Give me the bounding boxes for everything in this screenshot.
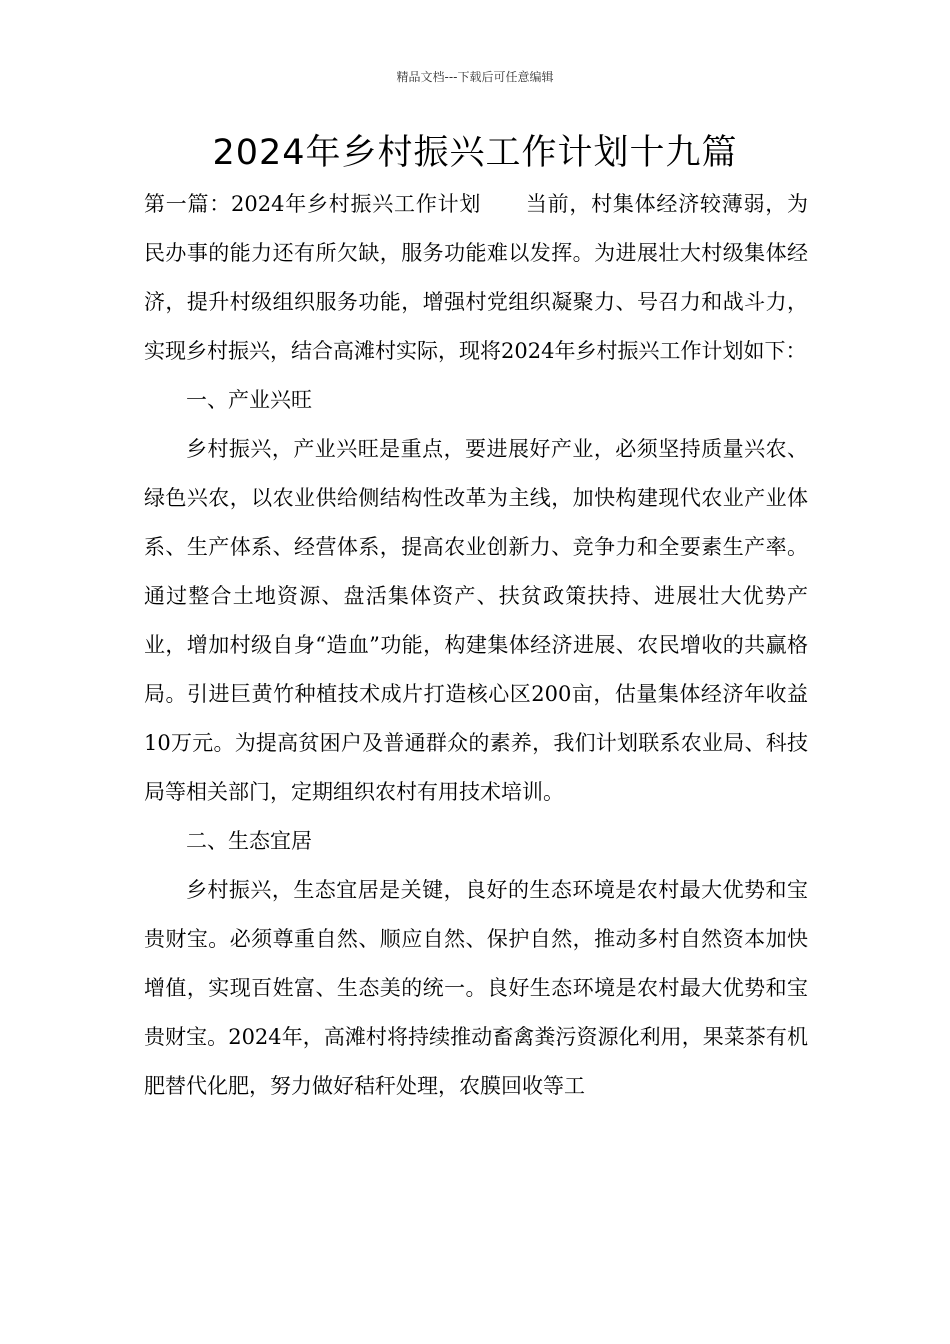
header-note: 精品文档---下载后可任意编辑 bbox=[396, 70, 554, 84]
intro-text: 当前，村集体经济较薄弱，为民办事的能力还有所欠缺，服务功能难以发挥。为进展壮大村级集体经济，提升村级组织服务功能，增强村党组织凝聚力、号召力和战斗力，实现乡村振兴，结合高滩村实际，现将2024年乡村振兴工作计划如下： bbox=[144, 192, 809, 363]
section-paragraph-1: 乡村振兴，产业兴旺是重点，要进展好产业，必须坚持质量兴农、绿色兴农，以农业供给侧结构性改革为主线，加快构建现代农业产业体系、生产体系、经营体系，提高农业创新力、竞争力和全要素生产率。通过整合土地资源、盘活集体资产、扶贫政策扶持、进展壮大优势产业，增加村级自身“造血”功能，构建集体经济进展、农民增收的共赢格局。引进巨黄竹种植技术成片打造核心区200亩，估量集体经济年收益10万元。为提高贫困户及普通群众的素养，我们计划联系农业局、科技局等相关部门，定期组织农村有用技术培训。 bbox=[144, 437, 808, 804]
document-title: 2024年乡村振兴工作计划十九篇 bbox=[212, 133, 738, 173]
document-body bbox=[144, 180, 808, 1111]
section-heading-1: 一、产业兴旺 bbox=[186, 388, 312, 412]
intro-lead: 第一篇：2024年乡村振兴工作计划 bbox=[144, 192, 482, 216]
intro-paragraph bbox=[144, 180, 808, 376]
section-heading-2: 二、生态宜居 bbox=[186, 829, 312, 853]
section-paragraph-2: 乡村振兴，生态宜居是关键，良好的生态环境是农村最大优势和宝贵财宝。必须尊重自然、顺应自然、保护自然，推动多村自然资本加快增值，实现百姓富、生态美的统一。良好生态环境是农村最大优势和宝贵财宝。2024年，高滩村将持续推动畜禽粪污资源化利用，果菜茶有机肥替代化肥，努力做好秸秆处理，农膜回收等工 bbox=[144, 878, 808, 1098]
